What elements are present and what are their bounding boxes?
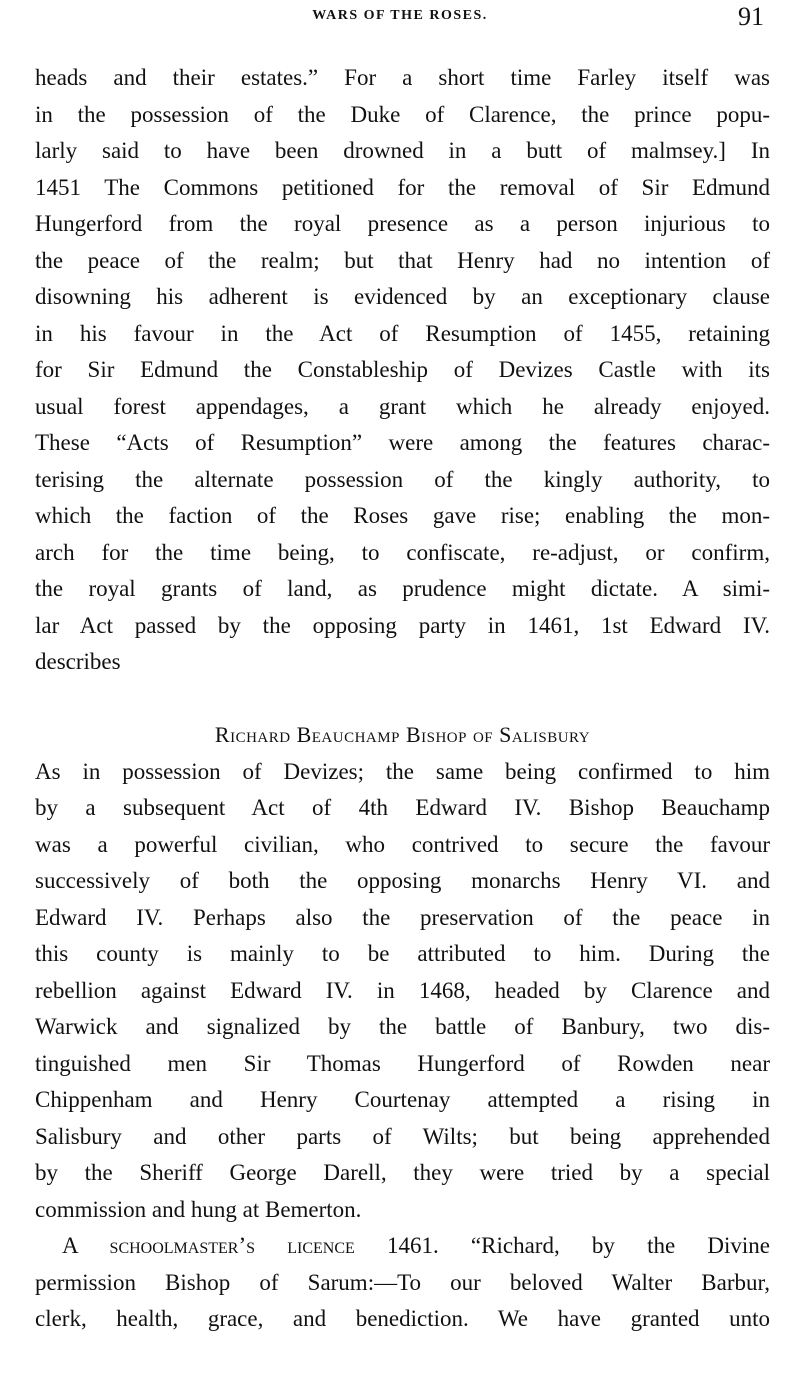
text-line: 1451 The Commons petitioned for the removal of Sir Edmund <box>35 174 770 200</box>
text-line: by the Sheriff George Darell, they were tried by a special <box>35 1160 770 1185</box>
text-line: These “Acts of Resumption” were among the features charac- <box>35 430 770 455</box>
running-head: WARS OF THE ROSES. <box>312 8 488 23</box>
text-line: in his favour in the Act of Resumption of 1455, retaining <box>35 320 770 346</box>
page-body <box>35 60 770 1338</box>
text-line: which the faction of the Roses gave rise; enabling the mon- <box>35 503 770 528</box>
text-line: was a powerful civilian, who contrived to secure the favour <box>35 831 770 857</box>
page-number: 91 <box>738 2 764 31</box>
text-line: heads and their estates.” For a short time Farley itself was <box>35 65 770 90</box>
paragraph-1 <box>35 60 770 681</box>
text-line <box>35 1228 770 1265</box>
text-line: the peace of the realm; but that Henry had no intention of <box>35 247 770 273</box>
text-line: by a subsequent Act of 4th Edward IV. Bishop Beauchamp <box>35 795 770 820</box>
text-line: the royal grants of land, as prudence might dictate. A simi- <box>35 576 770 601</box>
text-line: Edward IV. Perhaps also the preservation of the peace in <box>35 904 770 930</box>
paragraph-3 <box>35 1228 770 1338</box>
text-line: tinguished men Sir Thomas Hungerford of Rowden near <box>35 1050 770 1076</box>
text-line: permission Bishop of Sarum:—To our beloved Walter Barbur, <box>35 1269 770 1295</box>
text-line: terising the alternate possession of the kingly authority, to <box>35 466 770 492</box>
text-line: clerk, health, grace, and benediction. We have granted unto <box>35 1306 770 1331</box>
text-line: commission and hung at Bemerton. <box>35 1196 362 1222</box>
blank-line <box>35 681 770 718</box>
section-heading: Richard Beauchamp Bishop of Salisbury <box>214 722 591 747</box>
text-line-rest: 1461. “Richard, by the Divine <box>354 1233 770 1258</box>
text-line: this county is mainly to be attributed to him. During the <box>35 941 770 966</box>
text-line: As in possession of Devizes; the same being confirmed to him <box>35 758 770 784</box>
text-line: larly said to have been drowned in a butt of malmsey.] In <box>35 138 770 163</box>
text-line: Hungerford from the royal presence as a person injurious to <box>35 211 770 236</box>
text-line: usual forest appendages, a grant which he already enjoyed. <box>35 393 770 419</box>
text-line: disowning his adherent is evidenced by an exceptionary clause <box>35 284 770 309</box>
text-line: describes <box>35 649 121 674</box>
text-line: successively of both the opposing monarchs Henry VI. and <box>35 868 770 893</box>
text-line: in the possession of the Duke of Clarence, the prince popu- <box>35 101 770 127</box>
text-line: lar Act passed by the opposing party in 1461, 1st Edward IV. <box>35 612 770 638</box>
text-line: rebellion against Edward IV. in 1468, headed by Clarence and <box>35 977 770 1003</box>
text-line: arch for the time being, to confiscate, re-adjust, or confirm, <box>35 539 770 565</box>
text-line: Warwick and signalized by the battle of Banbury, two dis- <box>35 1014 770 1039</box>
small-caps-lead: A schoolmaster’s licence <box>62 1233 355 1258</box>
paragraph-2 <box>35 754 770 1229</box>
text-line: for Sir Edmund the Constableship of Devizes Castle with its <box>35 357 770 382</box>
text-line: Salisbury and other parts of Wilts; but being apprehended <box>35 1123 770 1149</box>
text-line: Chippenham and Henry Courtenay attempted a rising in <box>35 1087 770 1112</box>
